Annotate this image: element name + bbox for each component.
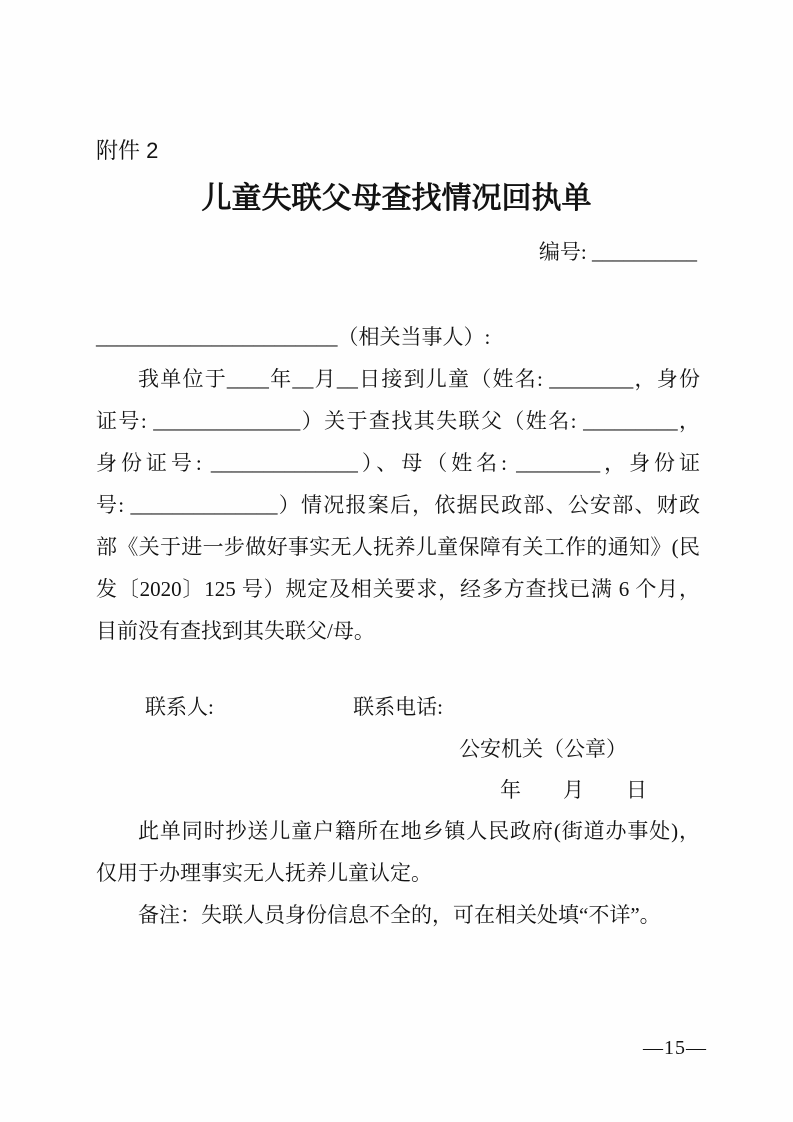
salutation-line <box>96 316 700 358</box>
contact-person-label: 联系人: <box>145 695 214 719</box>
salutation-text: （相关当事人）: <box>337 325 491 349</box>
body-line: 目前没有查找到其失联父/母。 <box>96 619 375 643</box>
body-line: 我单位于____年__月__日接到儿童（姓名: ________，身份 <box>138 367 700 391</box>
serial-label: 编号: <box>538 240 592 264</box>
serial-blank: __________ <box>592 240 697 264</box>
page-title: 儿童失联父母查找情况回执单 <box>201 182 592 215</box>
body-line: 号: ______________）情况报案后，依据民政部、公安部、财政 <box>96 493 700 517</box>
salutation-blank: _______________________ <box>96 325 338 349</box>
page-number: —15— <box>643 1037 707 1059</box>
note-line: 仅用于办理事实无人抚养儿童认定。 <box>96 861 432 885</box>
signature-org: 公安机关（公章） <box>459 737 627 761</box>
note-line: 此单同时抄送儿童户籍所在地乡镇人民政府(街道办事处)， <box>138 819 700 843</box>
attachment-label: 附件 2 <box>96 138 159 163</box>
contact-phone-label: 联系电话: <box>353 695 443 719</box>
body-line: 证号: ______________）关于查找其失联父（姓名: _________， <box>96 409 700 433</box>
serial-number-row <box>96 238 697 266</box>
body-line: 发〔2020〕125 号）规定及相关要求，经多方查找已满 6 个月， <box>96 577 700 601</box>
note-line: 备注：失联人员身份信息不全的，可在相关处填“不详”。 <box>138 903 661 927</box>
notes-paragraph <box>96 810 700 936</box>
signature-date: 年 月 日 <box>500 778 647 802</box>
body-line: 身份证号: ______________）、母（姓名: ________，身份证 <box>96 451 700 475</box>
contact-row <box>96 686 697 728</box>
body-line: 部《关于进一步做好事实无人抚养儿童保障有关工作的通知》(民 <box>96 535 700 559</box>
body-paragraph <box>96 358 700 652</box>
